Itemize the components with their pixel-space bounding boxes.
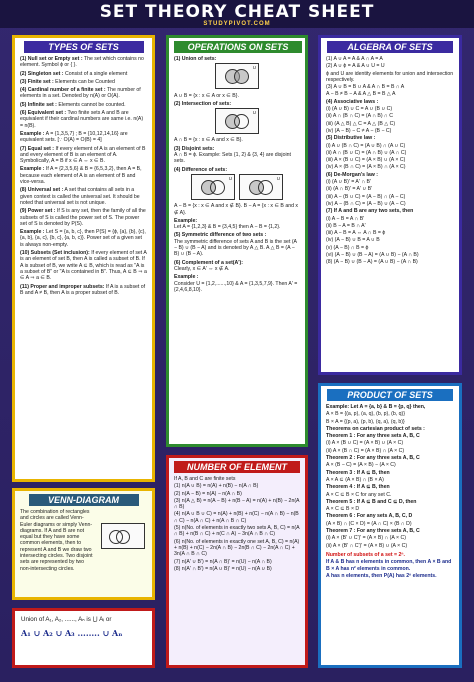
product-item: (i) A × (B' ∪ C')' = (A × B) ∩ (A × C) xyxy=(326,535,406,542)
types-item-label: (7) Equal set : xyxy=(20,145,55,152)
algebra-item: (8) (A − B) ∪ (B − A) = (A ∪ B) − (A ∩ B) xyxy=(326,259,418,266)
operations-item-label: Example: xyxy=(174,217,198,224)
product-item: A × C ⊆ B × D xyxy=(326,506,360,513)
types-item-text: Let S = {a, b, c}, then P(S) = {ϕ, {a}, {b}, {c}, {a, b}, {a, c}, {b, c}, {a, b, c}}. Power set of a given set is always non-empty. xyxy=(20,229,146,248)
operations-item xyxy=(174,218,300,231)
product-footer-note: If A & B has n elements in common, then A × B and B × A has n² elements in common. xyxy=(326,559,452,572)
operations-item xyxy=(174,274,300,293)
algebra-item: (i) A ∪ (B ∩ C) = (A ∪ B) ∩ (A ∪ C) xyxy=(326,142,406,149)
algebra-item: A − B ≠ B − A & A △ B = B △ A xyxy=(326,91,396,98)
types-item xyxy=(20,208,147,227)
number-item: (4) n(A ∪ B ∪ C) = n(A) + n(B) + n(C) − n(A ∩ B) − n(B ∩ C) − n(A ∩ C) + n(A ∩ B ∩ C) xyxy=(174,511,299,524)
algebra-item: (ii) A ∩ (B ∪ C) = (A ∩ B) ∪ (A ∩ C) xyxy=(326,149,407,156)
product-panel xyxy=(318,383,462,668)
venn-figure xyxy=(174,107,300,137)
venn-illustration xyxy=(101,523,145,549)
product-item: (ii) A × (B ∩ C) = (A × B) ∩ (A × C) xyxy=(326,447,405,454)
algebra-panel xyxy=(318,35,462,375)
types-item-text: Elements cannot be counted. xyxy=(56,101,126,108)
algebra-item: (i) A − B = A ∩ B' xyxy=(326,215,365,222)
algebra-list xyxy=(326,56,454,266)
types-item xyxy=(20,110,147,129)
types-item-label: Example : xyxy=(20,229,45,236)
operations-item xyxy=(174,260,300,273)
algebra-item: (i) (A ∪ B) ∪ C = A ∪ (B ∪ C) xyxy=(326,106,393,113)
product-list xyxy=(326,404,454,549)
algebra-item: (iv) A × (B ∩ C) = (A × B) ∩ (A × C) xyxy=(326,164,406,171)
types-item xyxy=(20,250,147,281)
operations-item-text: The symmetric difference of sets A and B is the set (A − B) ∪ (B − A) and is denoted by A △ B. A △ B = (A − B) ∪ (B − A). xyxy=(174,238,297,258)
product-footer-note: A has n elements, then P(A) has 2ⁿ elements. xyxy=(326,572,437,579)
types-item-label: Example : xyxy=(20,130,45,137)
number-item: (3) n(A △ B) = n(A − B) + n(B − A) = n(A) + n(B) − 2n(A ∩ B) xyxy=(174,497,300,511)
venn-universal-label: U xyxy=(252,65,256,71)
types-item-text: The set which contains no element. Symbol ϕ or { }. xyxy=(20,56,144,69)
types-item-label: Example : xyxy=(20,166,45,173)
operations-item-text: A ∩ B = {x : x ∈ A and x ∈ B}. xyxy=(174,137,243,144)
venn-diagram-panel xyxy=(12,488,155,600)
product-item: Theorem 1 : For any three sets A, B, C xyxy=(326,433,420,440)
operations-list xyxy=(174,56,300,293)
operations-item xyxy=(174,232,300,257)
types-item xyxy=(20,71,147,77)
number-of-element-heading: NUMBER OF ELEMENT xyxy=(174,461,300,473)
types-item xyxy=(20,229,147,248)
algebra-item: (iii) A × (B ∪ C) = (A × B) ∪ (A × C) xyxy=(326,157,406,164)
types-item xyxy=(20,187,147,206)
venn-diagram-text: The combination of rectangles and circles are called Venn-Euler diagrams or simply Venn-diagrams. If A and B are not equal but they have some common elements, then to represent A and B we draw two intersecting circles. Two disjoint sets are represented by two non-intersecting circles. xyxy=(20,509,93,572)
types-item-text: Consist of a single element xyxy=(63,70,128,77)
algebra-item: (4) Associative laws : xyxy=(326,98,379,105)
union-text: Union of A₁, A₂, ......, Aₙ is ⋃ Aᵢ or xyxy=(21,616,112,623)
operations-item-label: (6) Complement of a set(A'): xyxy=(174,259,243,266)
operations-item-label: (5) Symmetric difference of two sets : xyxy=(174,232,267,239)
number-item: (2) n(A − B) = n(A) − n(A ∩ B) xyxy=(174,490,242,497)
product-item: (A × B) ∩ (C × D) = (A ∩ C) × (B ∩ D) xyxy=(326,520,412,527)
operations-item xyxy=(174,56,300,99)
operations-item-text: Consider U = {1,2,......,10} & A = {1,3,5,7,9}. Then A' = {2,4,6,8,10}. xyxy=(174,280,298,293)
types-item-text: A = {1,3,5,7} ; B = {10,12,14,16} are equivalent sets. [∵ O(A) = O(B) = 4] xyxy=(20,130,128,144)
types-item-text: Elements can be Counted xyxy=(53,78,115,85)
types-item-label: (5) Infinite set : xyxy=(20,101,57,108)
product-item: Theorem 5 : If A ⊆ B and C ⊆ D, then xyxy=(326,498,417,505)
types-of-sets-panel xyxy=(12,35,155,482)
types-item-text: If S is any set, then the family of all the subsets of S is called the power set of S. The power set of S is denoted by P(S). xyxy=(20,208,146,227)
number-item: (1) n(A ∪ B) = n(A) + n(B) − n(A ∩ B) xyxy=(174,483,259,490)
venn-circle-b xyxy=(210,180,225,195)
algebra-item: (5) Distributive law : xyxy=(326,135,376,142)
algebra-item: (ii) (A ∩ B)' = A' ∪ B' xyxy=(326,186,373,193)
operations-item-label: (1) Union of sets: xyxy=(174,56,217,62)
operations-item-text: A − B = {x : x ∈ A and x ∉ B}. B − A = {x : x ∈ B and x ∉ A}. xyxy=(174,203,299,216)
types-item-text: A set that contains all sets in a given context is called the universal set. It should be noted that universal set is not unique. xyxy=(20,187,140,206)
venn-universal-label: U xyxy=(228,175,232,181)
venn-figure xyxy=(174,173,300,203)
types-item-label: (11) Proper and improper subsets: xyxy=(20,283,105,290)
product-footer xyxy=(326,552,454,579)
venn-circle-b xyxy=(234,114,249,129)
algebra-item: (iii) A − (B ∪ C) = (A − B) ∩ (A − C) xyxy=(326,193,406,200)
product-item: (i) A × (B ∪ C) = (A × B) ∪ (A × C) xyxy=(326,440,404,447)
algebra-item: (ii) B − A = B ∩ A' xyxy=(326,222,366,229)
operations-item xyxy=(174,146,300,165)
venn-circle-b xyxy=(258,180,273,195)
number-item: (6) n(No. of elements in exactly one set A, B, C) = n(A) + n(B) + n(C) − 2n(A ∩ B) − 2n(B ∩ C) − 2n(A ∩ C) + 3n(A ∩ B ∩ C) xyxy=(174,538,300,558)
number-item: If A, B and C are finite sets xyxy=(174,476,236,482)
venn-universal-label: U xyxy=(276,175,280,181)
types-item-label: (6) Equivalent set : xyxy=(20,110,67,117)
venn-box xyxy=(191,174,235,200)
algebra-item: (i) (A ∪ B)' = A' ∩ B' xyxy=(326,179,371,186)
operations-item-label: Example : xyxy=(174,274,199,281)
product-item: Theorem 2 : For any three sets A, B, C xyxy=(326,455,420,462)
operations-item-text: Let A = {1,2,3} & B = {3,4,5} then A − B = {1,2}. xyxy=(174,224,281,231)
product-item: A × (B − C) = (A × B) − (A × C) xyxy=(326,462,396,469)
page-title: SET THEORY CHEAT SHEET xyxy=(99,2,375,22)
algebra-item: (iii) A − B = A ⇔ A ∩ B = ϕ xyxy=(326,230,386,237)
operations-item-label: (4) Difference of sets: xyxy=(174,166,228,173)
types-item-label: (8) Universal set : xyxy=(20,187,64,194)
algebra-item: ϕ and U are identity elements for union and intersection respectively. xyxy=(326,70,454,83)
algebra-item: (iv) (A − B) − C ≠ A − (B − C) xyxy=(326,127,392,134)
types-item xyxy=(20,87,147,100)
algebra-item: (ii) A ∩ (B ∩ C) = (A ∩ B) ∩ C xyxy=(326,113,393,120)
types-item-label: (4) Cardinal number of a finite set : xyxy=(20,87,106,94)
types-item-label: (1) Null set or Empty set : xyxy=(20,56,83,62)
types-of-sets-heading: TYPES OF SETS xyxy=(24,41,144,53)
venn-circle-b xyxy=(116,530,130,544)
algebra-item: (iv) (A − B) ∪ B = A ∪ B xyxy=(326,237,380,244)
types-item-label: (3) Finite set : xyxy=(20,78,54,85)
types-of-sets-list xyxy=(20,56,147,296)
operations-item-label: (3) Disjoint sets: xyxy=(174,145,215,152)
types-item-label: (10) Subsets (Set inclusion): xyxy=(20,250,90,257)
operations-item xyxy=(174,101,300,144)
venn-box xyxy=(215,63,259,89)
types-item xyxy=(20,56,147,69)
product-item: A × A ⊆ (A × B) ∩ (B × A) xyxy=(326,476,384,483)
types-item-label: (2) Singleton set : xyxy=(20,70,64,77)
types-item xyxy=(20,146,147,165)
algebra-item: (3) A ∪ B = B ∪ A & A ∩ B = B ∩ A xyxy=(326,84,405,91)
product-item: Example: Let A = {a, b} & B = {p, q} then, xyxy=(326,404,426,410)
operations-item xyxy=(174,167,300,216)
number-item: (5) n(No. of elements in exactly two sets A, B, C) = n(A ∩ B) + n(B ∩ C) + n(C ∩ A) − 3n(A ∩ B ∩ C) xyxy=(174,525,300,538)
types-item xyxy=(20,79,147,85)
product-heading: PRODUCT OF SETS xyxy=(327,389,453,401)
types-item xyxy=(20,102,147,108)
types-item-label: (9) Power set : xyxy=(20,208,56,215)
venn-universal-label: U xyxy=(252,110,256,116)
product-item: Theorem 4 : If A ⊆ B, then xyxy=(326,484,390,491)
venn-circle-b xyxy=(234,69,249,84)
product-item: Theorem 7 : For any three sets A, B, C xyxy=(326,528,420,535)
number-of-element-list xyxy=(174,476,300,572)
types-item xyxy=(20,166,147,185)
operations-item-text: A ∩ B = ϕ. Example: Sets {1, 2} & {3, 4} are disjoint sets. xyxy=(174,152,291,165)
product-item: (ii) A × (B' ∩ C')' = (A × B) ∪ (A × C) xyxy=(326,542,408,549)
algebra-heading: ALGEBRA OF SETS xyxy=(327,41,453,53)
number-item: (8) n(A' ∩ B') = n(A ∪ B)' = n(U) − n(A ∪ B) xyxy=(174,565,272,572)
venn-box xyxy=(239,174,283,200)
venn-figure xyxy=(174,62,300,92)
number-item: (7) n(A' ∪ B') = n(A ∩ B)' = n(U) − n(A ∩ B) xyxy=(174,558,272,565)
algebra-item: (vi) (A − B) ∪ (B − A) = (A ∪ B) − (A ∩ B) xyxy=(326,252,419,259)
types-item xyxy=(20,284,147,297)
product-item: A × B = {(a, p), (a, q), (b, p), (b, q)} xyxy=(326,411,405,418)
page-subtitle: STUDYPIVOT.COM xyxy=(203,21,271,27)
venn-diagram-body xyxy=(20,509,147,572)
number-of-element-panel xyxy=(166,455,308,668)
product-item: Theorems on cartesian product of sets : xyxy=(326,425,425,432)
algebra-item: (6) De-Morgan's law : xyxy=(326,171,378,178)
operations-panel xyxy=(166,35,308,447)
product-item: B × A = {(p, a), (p, b), (q, a), (q, b)} xyxy=(326,418,405,425)
title-bar xyxy=(0,0,474,28)
algebra-item: (1) A ∪ A = A & A ∩ A = A xyxy=(326,56,383,62)
operations-heading: OPERATIONS ON SETS xyxy=(174,41,302,53)
product-item: Theorem 3 : If A ⊆ B, then xyxy=(326,469,390,476)
algebra-item: (iii) (A △ B) △ C = A △ (B △ C) xyxy=(326,120,396,127)
types-item-text: If A = {2,3,5,6} & B = {6,5,3,2}, then A = B, because each element of A is an element of B and vice-versa. xyxy=(20,166,142,186)
algebra-item: (7) If A and B are any two sets, then xyxy=(326,208,414,215)
algebra-item: (iv) A − (B ∩ C) = (A − B) ∪ (A − C) xyxy=(326,200,406,207)
union-formula: A₁ ∪ A₂ ∪ A₃ ........ ∪ Aₙ xyxy=(21,628,123,638)
types-item-text: If every element of A is an element of B and every element of B is an element of A. Symbolically, A = B if x ∈ A ⇔ x ∈ B. xyxy=(20,145,146,165)
types-item-text: The number of elements in a set. Denoted by n(A) or O(A). xyxy=(20,87,141,100)
algebra-item: (v) (A − B) ∩ B = ϕ xyxy=(326,244,369,251)
product-item: A × C ⊆ B × C for any set C. xyxy=(326,491,392,498)
types-item-text: If every element of set A is an element of set B, then A is called a subset of B. If A is subset of B, we write A ⊆ B, which is read as "A is a subset of B" or "A is contained in B". Thus, A ⊆ B ⇒ a ∈ A ⇒ a ∈ B. xyxy=(20,250,147,282)
union-panel xyxy=(12,608,155,668)
types-item-text: If A is a subset of B and A ≠ B, then A is a proper subset of B. xyxy=(20,283,146,296)
venn-diagram-heading: VENN-DIAGRAM xyxy=(29,494,139,506)
operations-item-text: A ∪ B = {x : x ∈ A or x ∈ B}. xyxy=(174,92,239,99)
product-item: Theorem 6 : For any sets A, B, C, D xyxy=(326,513,413,520)
types-item xyxy=(20,131,147,144)
operations-item-label: (2) Intersection of sets: xyxy=(174,100,232,107)
product-footer-note: Number of subsets of a set = 2ⁿ. xyxy=(326,551,405,558)
types-item-text: Two finite sets A and B are equivalent if their cardinal numbers are same i.e. n(A) = n(B). xyxy=(20,110,144,129)
algebra-item: (2) A ∪ ϕ = A & A ∪ U = U xyxy=(326,63,385,70)
operations-item-text: Clearly, x ∈ A' ⇔ x ∉ A. xyxy=(174,265,230,272)
venn-box xyxy=(215,108,259,134)
